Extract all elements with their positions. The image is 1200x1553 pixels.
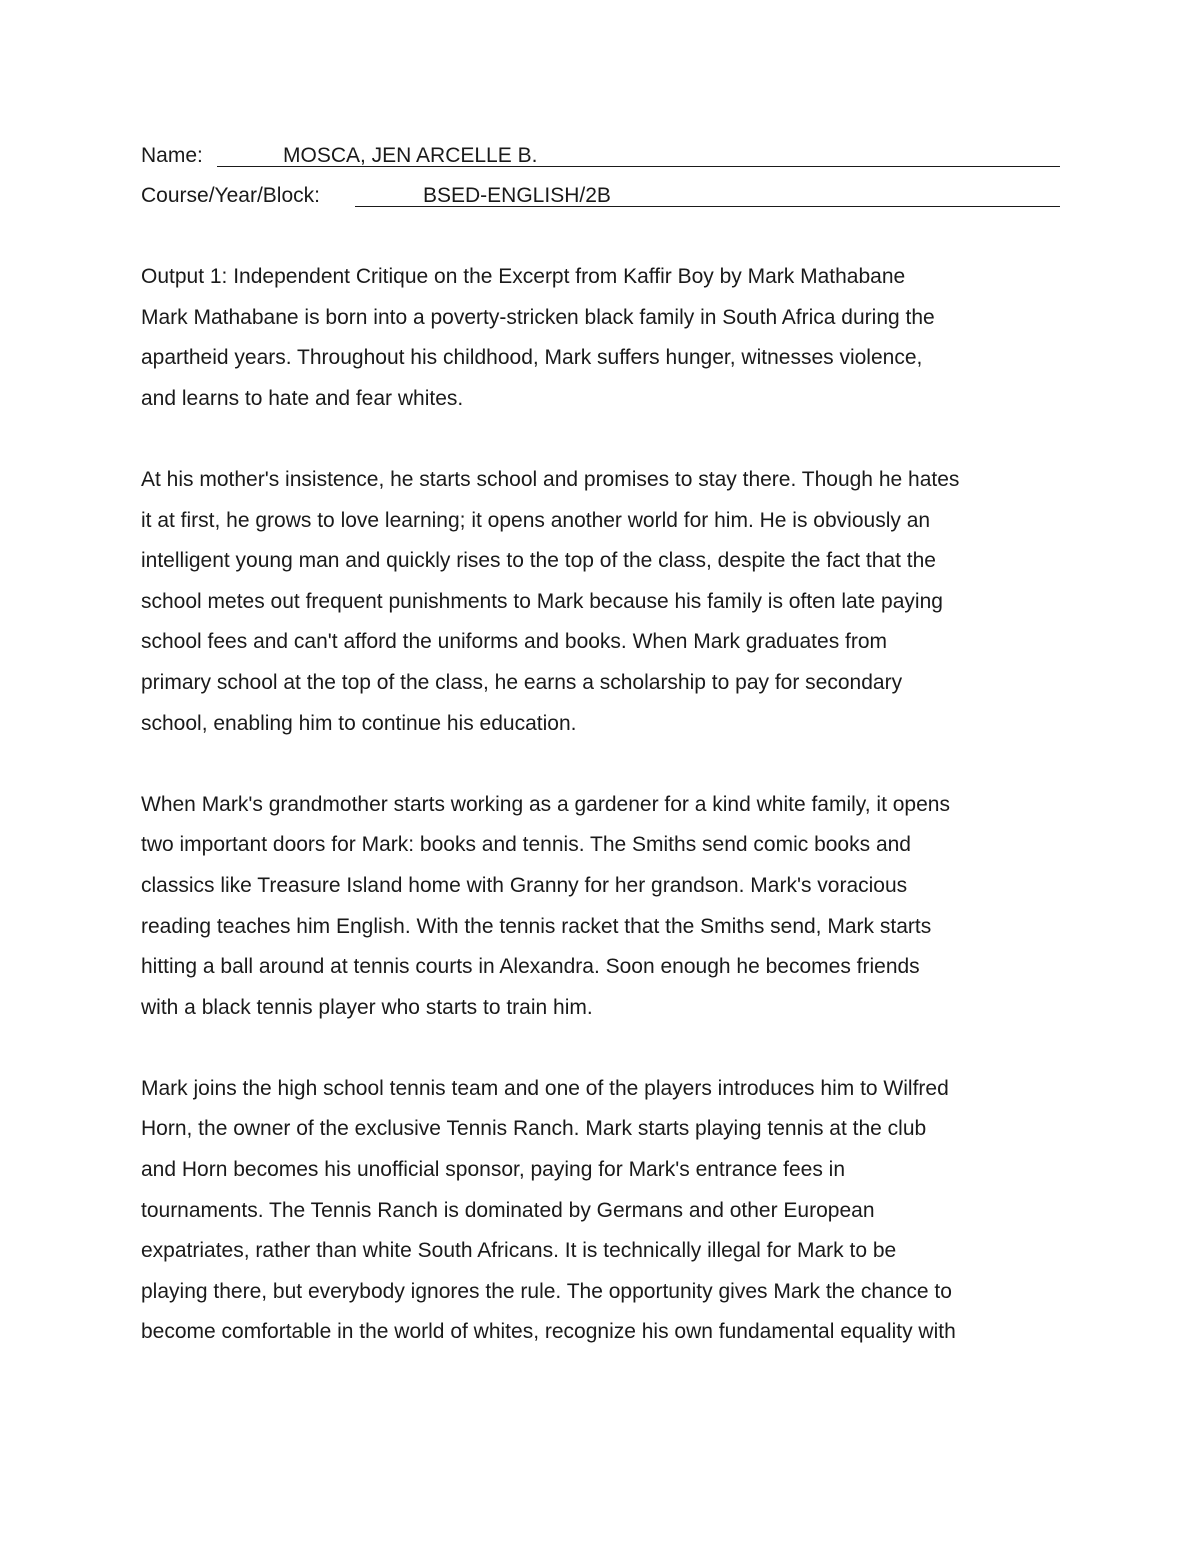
name-label: Name: [141, 144, 203, 167]
course-field [141, 181, 1060, 211]
paragraph-gap [141, 1028, 1071, 1069]
name-field [141, 141, 1060, 171]
text-line: At his mother's insistence, he starts school and promises to stay there. Though he hates [141, 467, 960, 491]
text-line: primary school at the top of the class, he earns a scholarship to pay for secondary [141, 670, 903, 694]
text-line: hitting a ball around at tennis courts in Alexandra. Soon enough he becomes friends [141, 955, 920, 979]
text-line: school, enabling him to continue his education. [141, 711, 577, 735]
text-line: and Horn becomes his unofficial sponsor, paying for Mark's entrance fees in [141, 1158, 846, 1182]
text-line: it at first, he grows to love learning; it opens another world for him. He is obviously an [141, 508, 931, 532]
text-line: expatriates, rather than white South Africans. It is technically illegal for Mark to be [141, 1239, 897, 1263]
text-line: intelligent young man and quickly rises to the top of the class, despite the fact that the [141, 549, 936, 573]
paragraph-gap [141, 419, 1071, 460]
text-line: tournaments. The Tennis Ranch is dominated by Germans and other European [141, 1198, 875, 1222]
paragraph-gap [141, 744, 1071, 785]
text-line: reading teaches him English. With the tennis racket that the Smiths send, Mark starts [141, 914, 932, 938]
name-value: MOSCA, JEN ARCELLE B. [283, 144, 538, 167]
text-line: Mark joins the high school tennis team and one of the players introduces him to Wilfred [141, 1076, 949, 1100]
text-line: school metes out frequent punishments to Mark because his family is often late paying [141, 589, 943, 613]
course-label: Course/Year/Block: [141, 184, 320, 207]
text-line: classics like Treasure Island home with Granny for her grandson. Mark's voracious [141, 873, 908, 897]
text-line: with a black tennis player who starts to train him. [141, 995, 593, 1019]
text-line: become comfortable in the world of whites, recognize his own fundamental equality with [141, 1320, 956, 1344]
text-line: When Mark's grandmother starts working as a gardener for a kind white family, it opens [141, 792, 950, 816]
text-line: apartheid years. Throughout his childhood, Mark suffers hunger, witnesses violence, [141, 346, 923, 370]
text-line: school fees and can't afford the uniforms and books. When Mark graduates from [141, 630, 888, 654]
text-line: playing there, but everybody ignores the rule. The opportunity gives Mark the chance to [141, 1279, 952, 1303]
document-body [141, 257, 1071, 1353]
course-value: BSED-ENGLISH/2B [423, 184, 611, 207]
document-title: Output 1: Independent Critique on the Excerpt from Kaffir Boy by Mark Mathabane [141, 265, 906, 288]
text-line: Mark Mathabane is born into a poverty-stricken black family in South Africa during the [141, 305, 935, 329]
text-line: Horn, the owner of the exclusive Tennis Ranch. Mark starts playing tennis at the club [141, 1117, 927, 1141]
text-line: two important doors for Mark: books and tennis. The Smiths send comic books and [141, 833, 911, 857]
text-line: and learns to hate and fear whites. [141, 386, 464, 410]
